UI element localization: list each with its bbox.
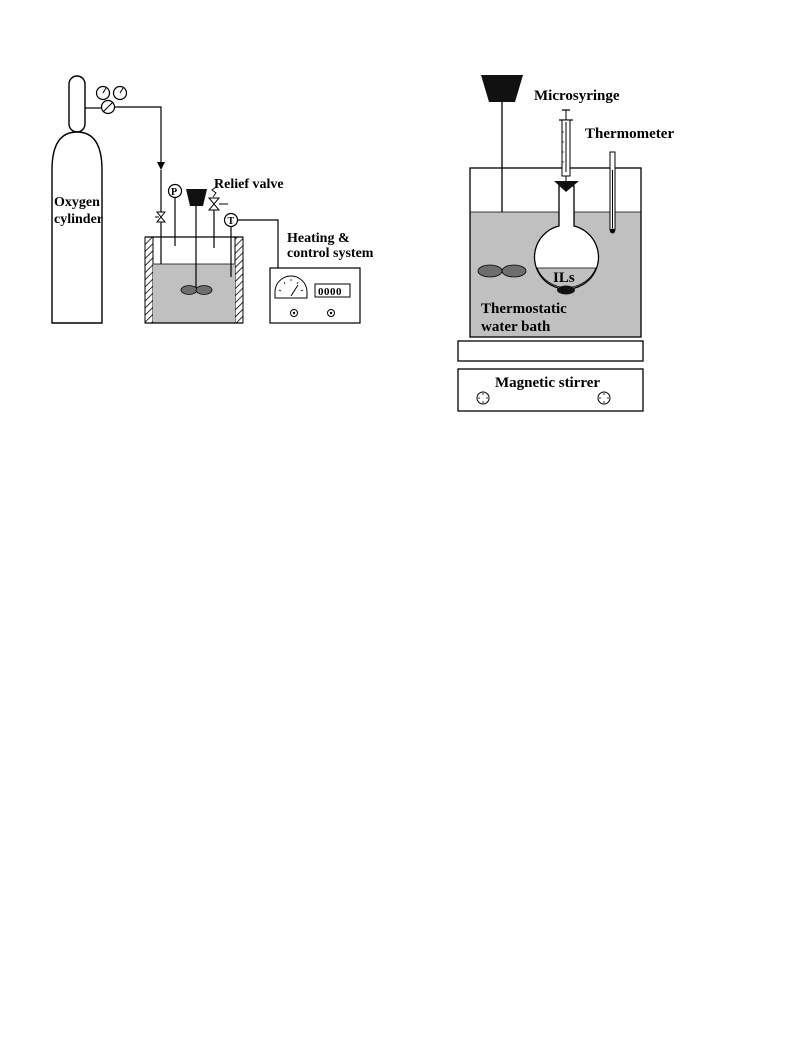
microsyringe-icon — [559, 110, 573, 188]
heating-control-system — [270, 231, 374, 323]
stirrer-knob-right-icon — [598, 392, 610, 404]
impeller-blade-left — [181, 286, 197, 295]
heating-label-line1: Heating & — [287, 231, 350, 246]
pressure-symbol: P — [171, 187, 178, 198]
relief-valve-label: Relief valve — [214, 177, 284, 192]
stirrer-motor-icon — [186, 189, 207, 206]
temperature-symbol: T — [227, 216, 235, 227]
magnetic-stir-bar — [557, 286, 575, 295]
digital-display-digits: 0000 — [318, 286, 342, 298]
reactor-jacket-left — [145, 237, 153, 323]
pressure-regulator — [85, 87, 127, 114]
stirrer-paddle-right — [502, 265, 526, 277]
right-apparatus-diagram — [458, 75, 674, 411]
reactor-vessel — [145, 177, 284, 323]
round-bottom-flask — [535, 181, 599, 295]
flow-arrow-icon — [157, 162, 165, 170]
stirrer-label: Magnetic stirrer — [495, 375, 601, 391]
control-knob-right-icon — [328, 310, 335, 317]
left-apparatus-diagram — [52, 76, 374, 323]
impeller-blade-right — [196, 286, 212, 295]
magnetic-stirrer — [458, 369, 643, 411]
heating-label-line2: control system — [287, 246, 374, 261]
thermometer-label: Thermometer — [585, 126, 675, 142]
oxygen-cylinder — [52, 76, 103, 323]
stirrer-top-plate — [458, 341, 643, 361]
microsyringe-label: Microsyringe — [534, 88, 620, 104]
bath-label-line1: Thermostatic — [481, 301, 567, 317]
cylinder-label-line2: cylinder — [54, 212, 103, 227]
cylinder-label-line1: Oxygen — [54, 195, 100, 210]
stirrer-paddle-left — [478, 265, 502, 277]
control-knob-left-icon — [291, 310, 298, 317]
stirrer-knob-left-icon — [477, 392, 489, 404]
overhead-stirrer-motor-icon — [481, 75, 523, 102]
inlet-valve-icon — [155, 212, 165, 222]
reactor-jacket-right — [235, 237, 243, 323]
bath-label-line2: water bath — [481, 319, 551, 335]
ils-label: ILs — [553, 270, 575, 286]
